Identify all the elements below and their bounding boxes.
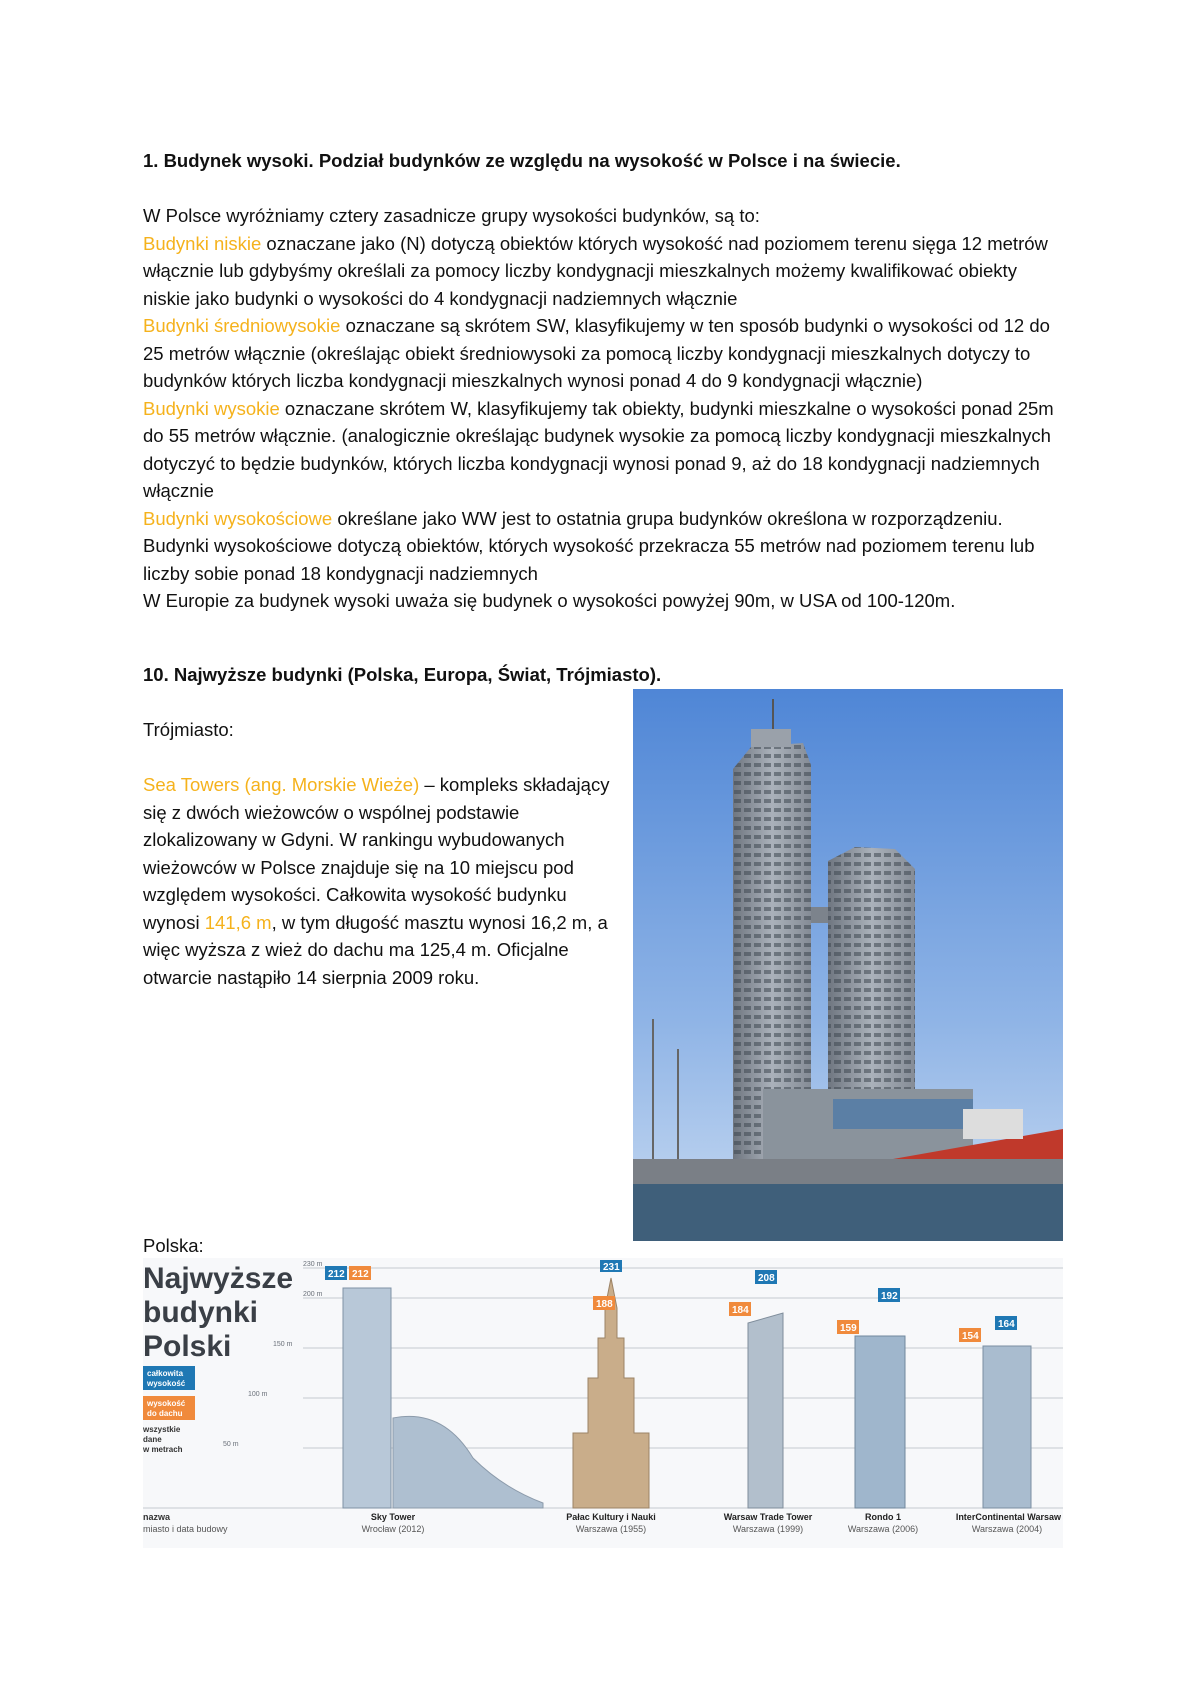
palace-of-culture-roof: 188	[596, 1299, 613, 1310]
city-date-header: miasto i data budowy	[143, 1524, 228, 1534]
section-10-heading: 10. Najwyższe budynki (Polska, Europa, Świat, Trójmiasto).	[143, 664, 662, 685]
axis-label-150: 150 m	[273, 1341, 293, 1348]
group-high	[143, 395, 1063, 505]
group-low-term: Budynki niskie	[143, 232, 262, 254]
intercontinental-roof: 154	[962, 1331, 979, 1342]
sky-tower-roof: 212	[352, 1269, 369, 1280]
sky-tower-shape	[343, 1288, 391, 1508]
trojmiasto-block	[143, 716, 613, 991]
warsaw-trade-tower-name: Warsaw Trade Tower	[723, 1512, 813, 1522]
intercontinental-total: 164	[998, 1319, 1015, 1330]
intercontinental-name: InterContinental Warsaw	[955, 1512, 1061, 1522]
rondo-1-shape	[855, 1336, 905, 1508]
axis-label-200: 200 m	[303, 1291, 323, 1298]
axis-label-50: 50 m	[223, 1441, 239, 1448]
warsaw-trade-tower-city: Warszawa (1999)	[732, 1524, 804, 1534]
legend-note-line-2: dane	[143, 1435, 162, 1444]
warsaw-trade-tower-roof: 184	[732, 1305, 749, 1316]
group-medium	[143, 312, 1063, 395]
warsaw-trade-tower-total: 208	[758, 1273, 775, 1284]
sea-towers-text-1: – kompleks składający się z dwóch wieżowców o wspólnej podstawie zlokalizowany w Gdyni. W rankingu wybudowanych wieżowców w Polsce znajduje się na 10 miejscu pod względem wysokości. Całkowita wysokość budynku wynosi	[143, 774, 610, 933]
legend-roof-line-1: wysokość	[147, 1399, 186, 1408]
sky-tower-name: Sky Tower	[370, 1512, 416, 1522]
rondo-1-city: Warszawa (2006)	[847, 1524, 919, 1534]
polska-label: Polska:	[143, 1235, 204, 1256]
axis-label-100: 100 m	[248, 1391, 268, 1398]
trojmiasto-label: Trójmiasto:	[143, 719, 234, 740]
sea-towers-height: 141,6 m	[204, 911, 272, 933]
section-10-heading-block	[143, 661, 1063, 689]
legend-note-line-3: w metrach	[143, 1445, 183, 1454]
tallest-buildings-infographic	[143, 1258, 1063, 1548]
name-header: nazwa	[143, 1512, 171, 1522]
group-low-text: oznaczane jako (N) dotyczą obiektów których wysokość nad poziomem terenu sięga 12 metrów włącznie lub gdybyśmy określali za pomocy liczby kondygnacji mieszkalnych możemy kwalifikować obiekty niskie jako budynki o wysokości do 4 kondygnacji nadziemnych włącznie	[143, 232, 1048, 309]
palace-of-culture-total: 231	[603, 1262, 620, 1273]
sea-towers-term: Sea Towers (ang. Morskie Wieże)	[143, 774, 420, 795]
group-medium-term: Budynki średniowysokie	[143, 315, 341, 336]
legend-note-line-1: wszystkie	[143, 1425, 181, 1434]
sea-towers-text-2: , w tym długość masztu wynosi 16,2 m, a więc wyższa z wież do dachu ma 125,4 m. Oficjalne otwarcie nastąpiło 14 sierpnia 2009 roku.	[143, 911, 608, 988]
polska-label-block	[143, 1232, 1063, 1260]
group-high-text: oznaczane skrótem W, klasyfikujemy tak obiekty, budynki mieszkalne o wysokości ponad 25m do 55 metrów włącznie. (analogicznie określając budynek wysokie za pomocą liczby kondygnacji mieszkalnych dotyczyć to będzie budynków, których liczba kondygnacji wynosi ponad 9, aż do 18 kondygnacji nadziemnych włącznie	[143, 397, 1054, 501]
sea-towers-photo	[633, 689, 1063, 1241]
legend-roof-line-2: do dachu	[147, 1409, 183, 1418]
group-highrise-term: Budynki wysokościowe	[143, 507, 333, 529]
palace-of-culture-name: Pałac Kultury i Nauki	[566, 1512, 656, 1522]
infographic-title-line-1: Najwyższe	[143, 1262, 294, 1295]
rondo-1-total: 192	[881, 1291, 898, 1302]
legend-total-line-2: wysokość	[147, 1379, 186, 1388]
infographic-title-line-3: Polski	[143, 1330, 232, 1363]
rondo-1-name: Rondo 1	[865, 1512, 901, 1522]
europe-note: W Europie za budynek wysoki uważa się budynek o wysokości powyżej 90m, w USA od 100-120m.	[143, 590, 956, 611]
sea-towers-description	[143, 771, 613, 991]
sky-tower-total: 212	[328, 1269, 345, 1280]
group-medium-text: oznaczane są skrótem SW, klasyfikujemy w ten sposób budynki o wysokości od 12 do 25 metrów włącznie (określając obiekt średniowysoki za pomocą liczby kondygnacji mieszkalnych dotyczy to budynków których liczba kondygnacji mieszkalnych wynosi ponad 4 do 9 kondygnacji włącznie)	[143, 315, 1050, 391]
section-1-intro: W Polsce wyróżniamy cztery zasadnicze grupy wysokości budynków, są to:	[143, 205, 760, 226]
infographic-title-line-2: budynki	[143, 1296, 259, 1329]
group-high-term: Budynki wysokie	[143, 397, 280, 419]
group-highrise-text: określane jako WW jest to ostatnia grupa budynków określona w rozporządzeniu. Budynki wysokościowe dotyczą obiektów, których wysokość przekracza 55 metrów nad poziomem terenu lub liczby sobie ponad 18 kondygnacji nadziemnych	[143, 507, 1035, 584]
sky-tower-city: Wrocław (2012)	[361, 1524, 425, 1534]
intercontinental-shape	[983, 1346, 1031, 1508]
group-highrise	[143, 505, 1063, 588]
section-1	[143, 147, 1063, 615]
rondo-1-roof: 159	[840, 1323, 857, 1334]
legend-total-line-1: całkowita	[147, 1369, 184, 1378]
axis-label-230: 230 m	[303, 1261, 323, 1268]
group-low	[143, 230, 1063, 313]
warsaw-trade-tower-shape	[748, 1313, 783, 1508]
section-1-heading: 1. Budynek wysoki. Podział budynków ze względu na wysokość w Polsce i na świecie.	[143, 150, 901, 171]
intercontinental-city: Warszawa (2004)	[971, 1524, 1043, 1534]
palace-of-culture-city: Warszawa (1955)	[575, 1524, 647, 1534]
